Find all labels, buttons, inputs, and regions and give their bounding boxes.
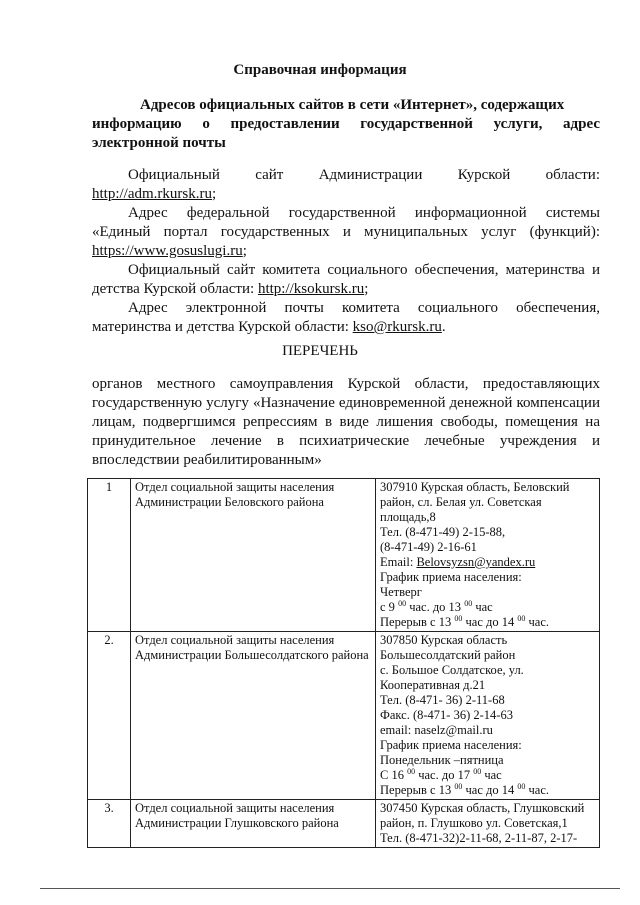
time-text: час. — [525, 615, 549, 629]
time-text: час. до 13 — [406, 600, 465, 614]
phone-line: Тел. (8-471- 36) 2-11-68 — [380, 693, 505, 707]
kso-email-link[interactable]: kso@rkursk.ru — [352, 319, 442, 335]
ksokursk-link[interactable]: http://ksokursk.ru — [257, 281, 365, 297]
time-text: час до 14 — [462, 783, 518, 797]
page-bottom-divider — [40, 888, 620, 889]
info-text: Официальный сайт комитета социального обеспечения, материнства и детства Курской области: — [92, 262, 600, 297]
break-hours — [380, 615, 595, 630]
row-number: 1 — [88, 479, 131, 632]
time-text: С 16 — [380, 768, 408, 782]
page-title: Справочная информация — [233, 62, 407, 78]
info-text: Официальный сайт Администрации Курской области: — [128, 167, 600, 183]
punct: ; — [212, 186, 217, 202]
schedule-hours — [380, 600, 595, 615]
time-sup: 00 — [398, 598, 407, 608]
gosuslugi-link[interactable]: https://www.gosuslugi.ru — [92, 243, 243, 259]
address-line: с. Большое Солдатское, ул. Кооперативная д.21 — [380, 663, 524, 692]
heading-line-1: Адресов официальных сайтов в сети «Интернет», содержащих — [140, 97, 565, 113]
address-line: 307850 Курская область — [380, 633, 508, 647]
department-name: Отдел социальной защиты населения Администрации Беловского района — [131, 479, 376, 632]
email-line — [380, 555, 595, 570]
time-sup: 00 — [517, 613, 526, 623]
address-line: Большесолдатский район — [380, 648, 516, 662]
heading-line-3: электронной почты — [92, 135, 226, 151]
department-contacts — [376, 800, 600, 848]
table-row — [88, 800, 600, 848]
department-name: Отдел социальной защиты населения Администрации Глушковского района — [131, 800, 376, 848]
time-text: час — [472, 600, 493, 614]
punct: . — [441, 319, 446, 335]
schedule-days: Четверг — [380, 585, 422, 599]
email-label: Email: — [380, 555, 417, 569]
schedule-hours — [380, 768, 595, 783]
heading-line-2: информацию о предоставлении государственной услуги, адрес — [92, 116, 600, 132]
time-sup: 00 — [454, 613, 463, 623]
info-paragraph — [92, 299, 600, 337]
time-text: час. — [525, 783, 549, 797]
email-link[interactable]: Belovsyzsn@yandex.ru — [416, 555, 536, 569]
time-sup: 00 — [407, 766, 416, 776]
email-line: email: naselz@mail.ru — [380, 723, 493, 737]
info-paragraph — [92, 261, 600, 299]
time-text: час до 14 — [462, 615, 518, 629]
list-heading: ПЕРЕЧЕНЬ — [282, 343, 358, 359]
time-sup: 00 — [454, 781, 463, 791]
info-text: Адрес электронной почты комитета социального обеспечения, материнства и детства Курской области: — [92, 300, 600, 335]
punct: ; — [242, 243, 247, 259]
fax-line: Факс. (8-471- 36) 2-14-63 — [380, 708, 513, 722]
organs-description: органов местного самоуправления Курской области, предоставляющих государственную услугу «Назначение единовременной денежной компенсации лицам, подвергшимся репрессиям в виде лишения свободы, помещения на принудительное лечение в психиатрические лечебные учреждения и впоследствии реабилитированным» — [92, 376, 600, 468]
time-text: Перерыв с 13 — [380, 783, 455, 797]
time-text: с 9 — [380, 600, 399, 614]
department-contacts — [376, 479, 600, 632]
time-sup: 00 — [473, 766, 482, 776]
info-block — [92, 166, 600, 337]
departments-table — [87, 478, 600, 848]
schedule-label: График приема населения: — [380, 738, 522, 752]
address-line: 307450 Курская область, Глушковский район, п. Глушково ул. Советская,1 — [380, 801, 585, 830]
phone-line: (8-471-49) 2-16-61 — [380, 540, 477, 554]
time-sup: 00 — [517, 781, 526, 791]
time-text: Перерыв с 13 — [380, 615, 455, 629]
department-name: Отдел социальной защиты населения Администрации Большесолдатского района — [131, 632, 376, 800]
schedule-days: Понедельник –пятница — [380, 753, 504, 767]
time-text: час — [481, 768, 502, 782]
table-row — [88, 632, 600, 800]
department-contacts — [376, 632, 600, 800]
info-paragraph — [92, 204, 600, 261]
break-hours — [380, 783, 595, 798]
phone-line: Тел. (8-471-32)2-11-68, 2-11-87, 2-17- — [380, 831, 578, 845]
info-text: Адрес федеральной государственной информационной системы «Единый портал государственных и муниципальных услуг (функций): — [92, 205, 600, 240]
phone-line: Тел. (8-471-49) 2-15-88, — [380, 525, 506, 539]
punct: ; — [364, 281, 369, 297]
admin-site-link[interactable]: http://adm.rkursk.ru — [92, 186, 212, 202]
table-row — [88, 479, 600, 632]
time-sup: 00 — [464, 598, 473, 608]
time-text: час. до 17 — [415, 768, 474, 782]
section-heading — [92, 96, 600, 153]
schedule-label: График приема населения: — [380, 570, 522, 584]
info-paragraph — [92, 166, 600, 204]
row-number: 2. — [88, 632, 131, 800]
address-line: 307910 Курская область, Беловский район, сл. Белая ул. Советская площадь,8 — [380, 480, 570, 524]
row-number: 3. — [88, 800, 131, 848]
